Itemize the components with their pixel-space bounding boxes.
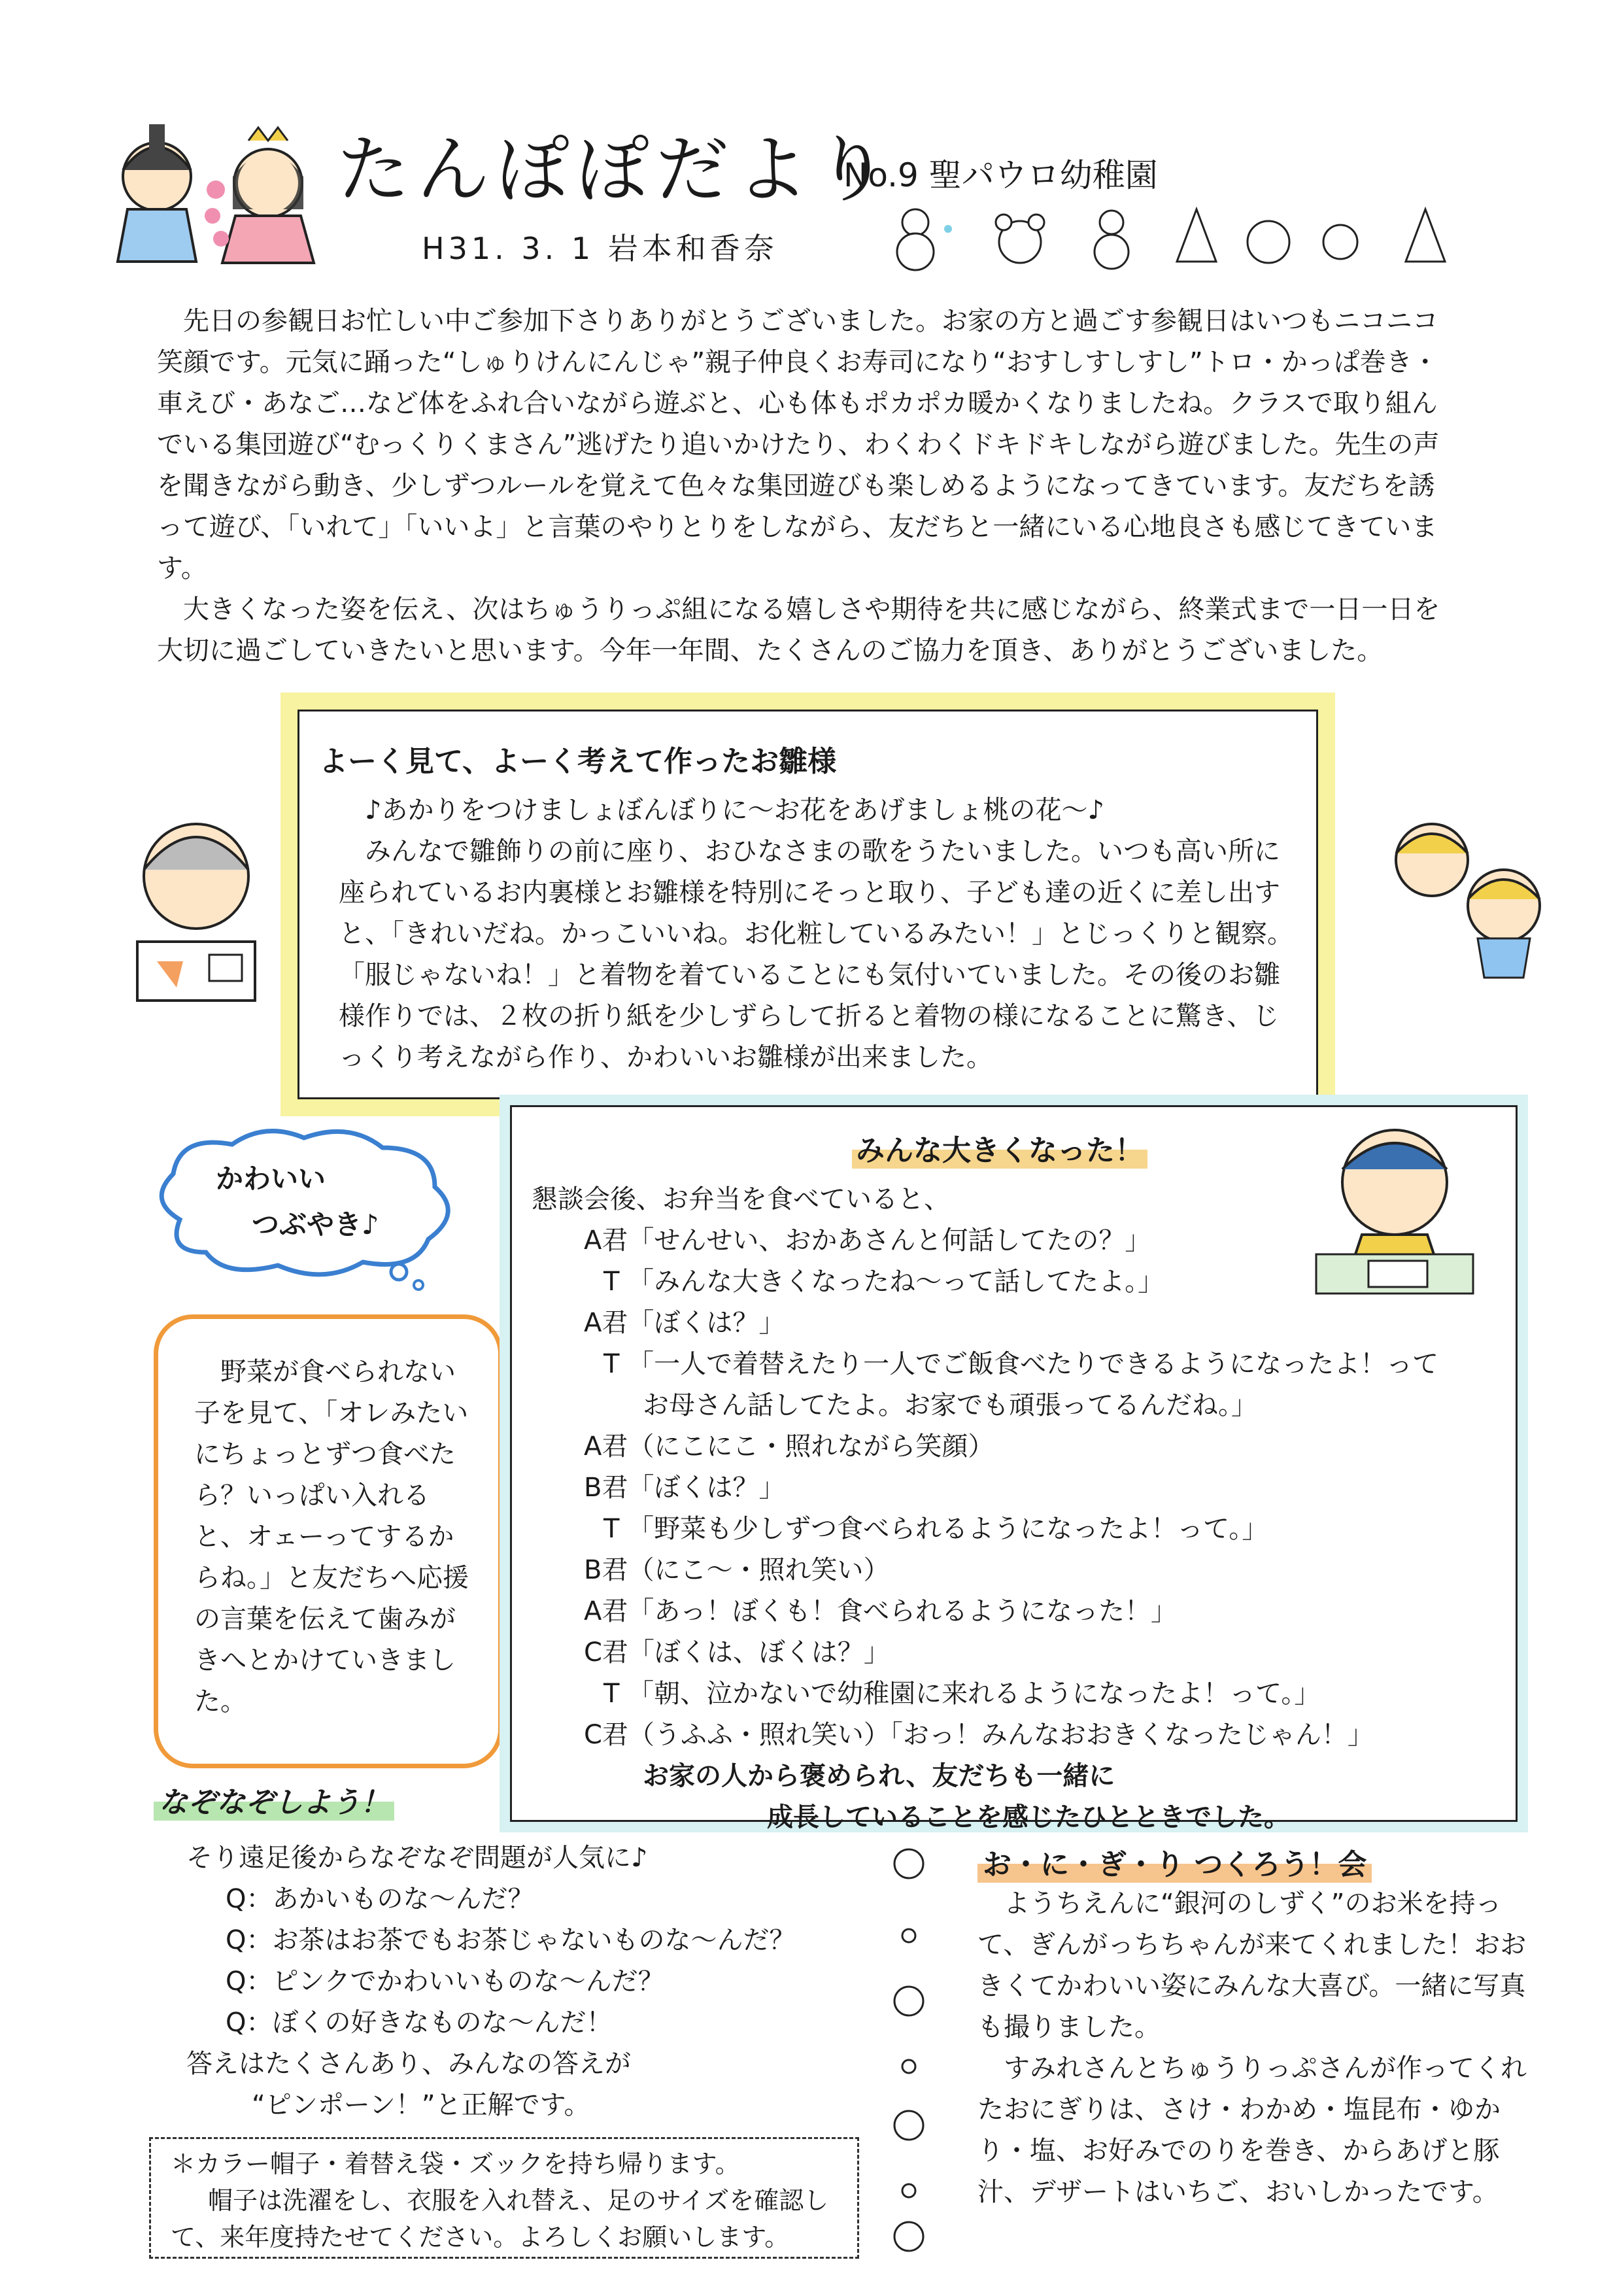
hina-dolls-illustration	[105, 111, 340, 268]
dialogue-line: C君（うふふ・照れ笑い）「おっ！みんなおおきくなったじゃん！」	[584, 1720, 1374, 1750]
riddle-answer-1: 答えはたくさんあり、みんなの答えが	[186, 2049, 631, 2079]
issue-number: No.9 聖パウロ幼稚園	[843, 156, 1158, 194]
riddle-question: Q：あかいものな～んだ？	[226, 1884, 534, 1914]
riddle-question: Q：ぼくの好きなものな～んだ！	[226, 2008, 613, 2038]
dialogue-line: A君（にこにこ・照れながら笑顔）	[584, 1431, 994, 1462]
riddle-title: なぞなぞしよう！	[154, 1779, 394, 1821]
intro-section	[157, 301, 1458, 672]
tsubuyaki-text: 野菜が食べられない子を見て、「オレみたいにちょっとずつ食べたら？いっぱい入れると、オェーってするからね。」と友だちへ応援の言葉を伝えて歯みがきへとかけていきました。	[194, 1357, 469, 1717]
dialogue-line: 懇談会後、お弁当を食べていると、	[532, 1184, 950, 1214]
notice-box	[149, 2137, 859, 2259]
dialogue-line: A君「あっ！ぼくも！食べられるようになった！」	[584, 1596, 1177, 1626]
onigiri-paragraph-1: ようちえんに“銀河のしずく”のお米を持って、ぎんがっちちゃんが来てくれました！おおきくてかわいい姿にみんな大喜び。一緒に写真も撮りました。	[977, 1889, 1527, 2042]
riddle-question: Q：お茶はお茶でもお茶じゃないものな～んだ？	[226, 1925, 796, 1955]
onigiri-section	[977, 1883, 1546, 2213]
snowman-decoration	[889, 203, 1458, 275]
hina-body	[339, 790, 1300, 1078]
notice-body	[171, 2146, 851, 2255]
riddle-answer-2: “ピンポーン！”と正解です。	[252, 2090, 590, 2120]
flower-figures-divider	[876, 1838, 948, 2263]
cloud-label-2: つぶやき♪	[252, 1208, 379, 1241]
notice-line-2: 帽子は洗濯をし、衣服を入れ替え、足のサイズを確認して、来年度持たせてください。よろしくお願いします。	[171, 2186, 829, 2252]
dialogue-line: C君「ぼくは、ぼくは？」	[584, 1637, 890, 1668]
intro-paragraph-1: 先日の参観日お忙しい中ご参加下さりありがとうございました。お家の方と過ごす参観日はいつもニコニコ笑顔です。元気に踊った“しゅりけんにんじゃ”親子仲良くお寿司になり“おすしすしすし”トロ・かっぱ巻き・車えび・あなご…など体をふれ合いながら遊ぶと、心も体もポカポカ暖かくなりましたね。クラスで取り組んでいる集団遊び“むっくりくまさん”逃げたり追いかけたり、わくわくドキドキしながら遊びました。先生の声を聞きながら動き、少しずつルールを覚えて色々な集団遊びも楽しめるようになってきています。友だちを誘って遊び、「いれて」「いいよ」と言葉のやりとりをしながら、友だちと一緒にいる心地良さも感じてきています。	[157, 306, 1440, 583]
hina-paragraph: みんなで雛飾りの前に座り、おひなさまの歌をうたいました。いつも高い所に座られているお内裏様とお雛様を特別にそっと取り、子ども達の近くに差し出すと、「きれいだね。かっこいいね。お化粧しているみたい！」とじっくりと観察。「服じゃないね！」と着物を着ていることにも気付いていました。その後のお雛様作りでは、２枚の折り紙を少しずらして折ると着物の様になることに驚き、じっくり考えながら作り、かわいいお雛様が出来ました。	[339, 836, 1293, 1072]
dialogue-summary-2: 成長していることを感じたひとときでした。	[767, 1802, 1290, 1832]
intro-paragraph-2: 大きくなった姿を伝え、次はちゅうりっぷ組になる嬉しさや期待を共に感じながら、終業式まで一日一日を大切に過ごしていきたいと思います。今年一年間、たくさんのご協力を頂き、ありがとうございました。	[157, 594, 1440, 666]
hina-song: ♪あかりをつけましょぼんぼりに～お花をあげましょ桃の花～♪	[365, 795, 1105, 825]
grow-dialogue	[532, 1179, 1512, 1838]
hina-title: よーく見て、よーく考えて作ったお雛様	[319, 745, 837, 778]
dialogue-summary-1: お家の人から褒められ、友だちも一緒に	[643, 1761, 1115, 1791]
children-running-illustration	[1360, 808, 1582, 984]
grow-section	[510, 1105, 1518, 1832]
dialogue-line: お母さん話してたよ。お家でも頑張ってるんだね。」	[643, 1390, 1257, 1420]
hina-section	[297, 710, 1318, 1099]
onigiri-title: お・に・ぎ・り つくろう！会	[977, 1841, 1372, 1883]
dialogue-line: T 「野菜も少しずつ食べられるようになったよ！って。」	[603, 1514, 1268, 1544]
tsubuyaki-body	[194, 1352, 475, 1722]
onigiri-paragraph-2: すみれさんとちゅうりっぷさんが作ってくれたおにぎりは、さけ・わかめ・塩昆布・ゆかり・塩、お好みでのりを巻き、からあげと豚汁、デザートはいちご、おいしかったです。	[977, 2053, 1527, 2207]
riddle-section	[186, 1838, 899, 2126]
riddle-intro: そり遠足後からなぞなぞ問題が人気に♪	[186, 1843, 648, 1873]
riddle-question: Q：ピンクでかわいいものな～んだ？	[226, 1966, 664, 1996]
dialogue-line: B君（にこ～・照れ笑い）	[584, 1555, 890, 1585]
dialogue-line: T 「朝、泣かないで幼稚園に来れるようになったよ！って。」	[603, 1679, 1321, 1709]
dialogue-line: B君「ぼくは？」	[584, 1473, 785, 1503]
girl-crafting-illustration	[111, 804, 288, 1020]
newsletter-title: たんぽぽだより	[337, 128, 895, 213]
notice-line-1: ＊カラー帽子・着替え袋・ズックを持ち帰ります。	[171, 2150, 740, 2178]
grow-title: みんな大きくなった！	[852, 1127, 1147, 1169]
dialogue-line: A君「ぼくは？」	[584, 1308, 785, 1338]
tsubuyaki-box	[154, 1314, 503, 1768]
dialogue-line: T 「一人で着替えたり一人でご飯食べたりできるようになったよ！って	[603, 1349, 1439, 1379]
date-author: H31. 3. 1 岩本和香奈	[422, 231, 778, 266]
dialogue-line: T 「みんな大きくなったね～って話してたよ。」	[603, 1267, 1164, 1297]
dialogue-line: A君「せんせい、おかあさんと何話してたの？」	[584, 1225, 1151, 1256]
cloud-label-1: かわいい	[216, 1163, 326, 1195]
